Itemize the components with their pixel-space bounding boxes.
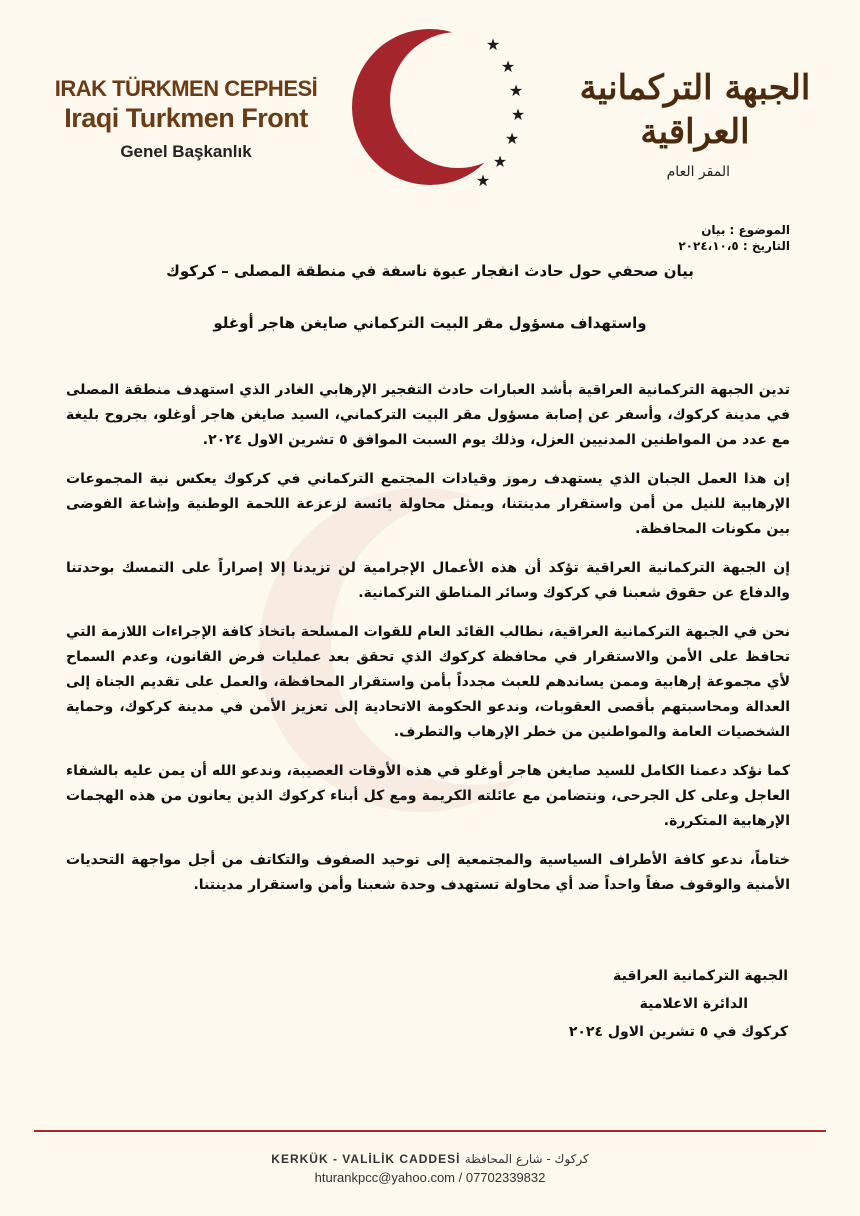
- footer-divider: [34, 1130, 826, 1132]
- org-name-turkish: IRAK TÜRKMEN CEPHESİ: [54, 76, 318, 101]
- svg-text:★: ★: [485, 35, 501, 54]
- statement-body: [66, 378, 790, 912]
- signature-dept: الدائرة الاعلامية: [639, 996, 748, 1012]
- paragraph-1: تدين الجبهة التركمانية العراقية بأشد العبارات حادث التفجير الإرهابي الغادر الذي استهدف منطقة المصلى في مدينة كركوك، وأسفر عن إصابة مسؤول مقر البيت التركماني، السيد صايغن هاجر أوغلو، بجروح بليغة مع عدد من المواطنين المدنيين العزل، وذلك يوم السبت الموافق ٥ تشرين الاول ٢٠٢٤.: [66, 382, 790, 448]
- svg-text:★: ★: [504, 129, 520, 148]
- paragraph-2: إن هذا العمل الجبان الذي يستهدف رموز وقيادات المجتمع التركماني في كركوك يعكس نية المجموعات الإرهابية للنيل من أمن واستقرار مدينتنا، ويمثل محاولة يائسة لزعزعة اللحمة الوطنية وإشاعة الفوضى بين مكونات المحافظة.: [66, 471, 790, 537]
- headquarters-label: المقر العام: [666, 164, 730, 180]
- subject-line: الموضوع : بيان: [701, 223, 790, 237]
- svg-text:★: ★: [508, 81, 524, 100]
- svg-text:★: ★: [500, 57, 516, 76]
- signature-place-date: كركوك في ٥ تشرين الاول ٢٠٢٤: [568, 1024, 788, 1040]
- paragraph-3: إن الجبهة التركمانية العراقية تؤكد أن هذه الأعمال الإجرامية لن تزيدنا إلا إصراراً على التمسك بوحدتنا والدفاع عن حقوق شعبنا في كركوك وسائر المناطق التركمانية.: [66, 560, 790, 601]
- svg-text:★: ★: [475, 171, 491, 190]
- footer-address: [0, 1152, 860, 1166]
- footer-address-turkish: KERKÜK - VALİLİK CADDESİ: [271, 1152, 461, 1166]
- org-department: Genel Başkanlık: [120, 142, 252, 161]
- paragraph-4: نحن في الجبهة التركمانية العراقية، نطالب القائد العام للقوات المسلحة باتخاذ كافة الإجراءات اللازمة التي تحافظ على الأمن والاستقرار في محافظة كركوك الذي تحقق بعد عمليات فرض القانون، وعدم السماح لأي مجموعة إرهابية وممن يساندهم للعبث مجدداً بأمن واستقرار المحافظة، والعمل على تقديم الجناة إلى العدالة ومحاسبتهم بأقصى العقوبات، وندعو الحكومة الاتحادية إلى تعزيز الأمن في مدينة كركوك، وحماية الشخصيات العامة والمواطنين من خطر الإرهاب والتطرف.: [66, 624, 790, 740]
- org-name-english: Iraqi Turkmen Front: [64, 103, 308, 133]
- svg-text:★: ★: [510, 105, 526, 124]
- letter-meta: [678, 222, 790, 254]
- signature-block: [569, 962, 788, 1046]
- date-line: التاريخ : ٢٠٢٤،١٠،٥: [678, 239, 790, 253]
- paragraph-6: ختاماً، ندعو كافة الأطراف السياسية والمجتمعية إلى توحيد الصفوف والتكاتف من أجل مواجهة التحديات الأمنية والوقوف صفاً واحداً ضد أي محاولة تستهدف وحدة شعبنا وأمن واستقرار مدينتنا.: [66, 852, 790, 893]
- paragraph-5: كما نؤكد دعمنا الكامل للسيد صايغن هاجر أوغلو في هذه الأوقات العصيبة، وندعو الله أن يمن عليه بالشفاء العاجل وعلى كل الجرحى، ونتضامن مع عائلته الكريمة ومع كل أبناء كركوك الذين يعانون من هذه الهجمات الإرهابية المتكررة.: [66, 763, 790, 829]
- footer-address-arabic: كركوك - شارع المحافظة: [464, 1152, 589, 1166]
- headline-line-2: واستهداف مسؤول مقر البيت التركماني صايغن هاجر أوغلو: [213, 314, 647, 332]
- footer-contact: hturankpcc@yahoo.com / 07702339832: [314, 1170, 546, 1185]
- signature-org: الجبهة التركمانية العراقية: [613, 968, 788, 984]
- org-name-latin: [36, 76, 336, 162]
- svg-text:★: ★: [492, 152, 508, 171]
- headline-line-1: بيان صحفي حول حادث انفجار عبوة ناسفة في منطقة المصلى – كركوك: [166, 262, 694, 280]
- footer: [0, 1152, 860, 1185]
- org-title-arabic: الجبهة التركمانية العراقية: [579, 68, 811, 152]
- org-name-arabic: [570, 66, 820, 180]
- crescent-stars-logo: [340, 22, 540, 192]
